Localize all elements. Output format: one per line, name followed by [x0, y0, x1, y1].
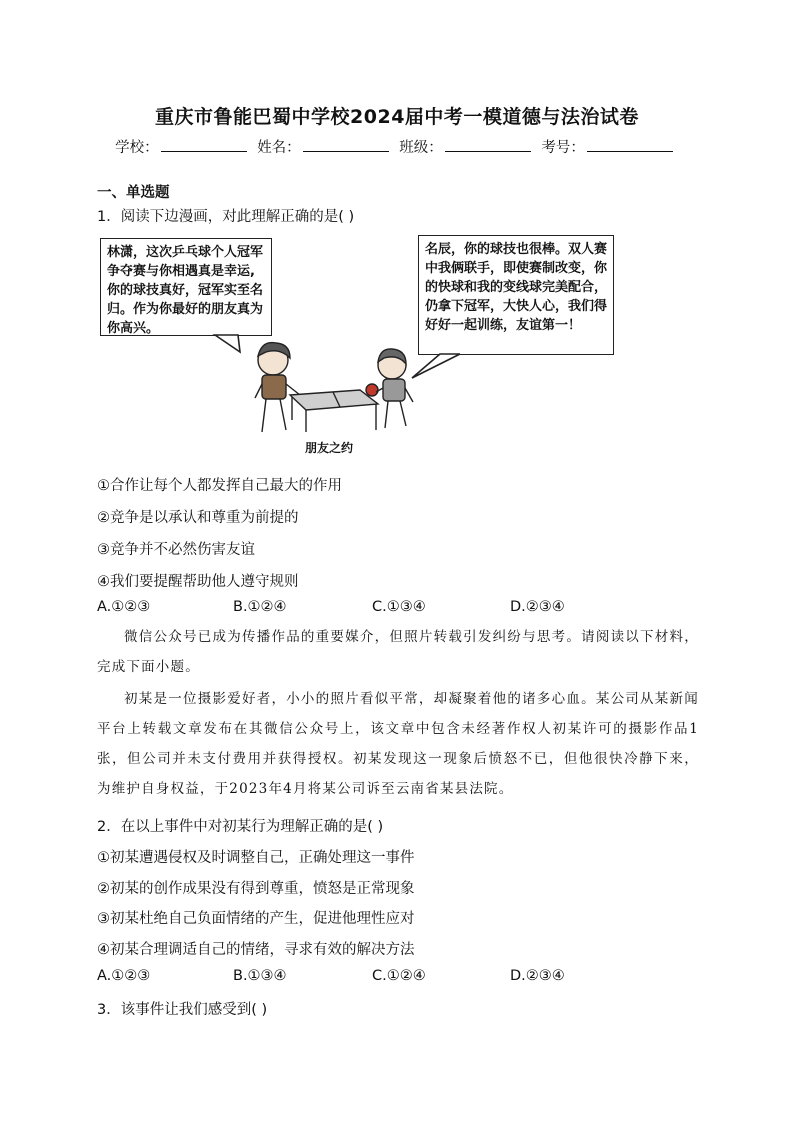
material-body: 初某是一位摄影爱好者，小小的照片看似平常，却凝聚着他的诸多心血。某公司从某新闻平台上转载文章发布在其微信公众号上，该文章中包含未经著作权人初某许可的摄影作品1张，但公司并未支付费用并获得授权。初某发现这一现象后愤怒不已，但他很快冷静下来，为维护自身权益，于2023年4月将某公司诉至云南省某县法院。 — [97, 691, 699, 797]
q1-option-c[interactable]: C.①③④ — [372, 599, 426, 615]
q1-option-a[interactable]: A.①②③ — [97, 599, 151, 615]
q1-option-d[interactable]: D.②③④ — [510, 599, 565, 615]
ping-pong-table — [290, 390, 378, 432]
exam-number-label: 考号： — [541, 140, 585, 156]
material-intro: 微信公众号已成为传播作品的重要媒介，但照片转载引发纠纷与思考。请阅读以下材料，完成下面小题。 — [97, 629, 699, 675]
bubble-tail-right — [412, 354, 460, 378]
exam-title: 重庆市鲁能巴蜀中学校2024届中考一模道德与法治试卷 — [155, 106, 639, 128]
name-label: 姓名： — [257, 140, 301, 156]
q1-statement-3: ③竞争并不必然伤害友谊 — [97, 542, 255, 558]
q1-statement-1: ①合作让每个人都发挥自己最大的作用 — [97, 478, 342, 494]
left-boy-figure — [255, 343, 300, 432]
speech-bubble-right: 名辰，你的球技也很棒。双人赛中我俩联手，即使赛制改变，你的快球和我的变线球完美配合，仍拿下冠军，大快人心，我们得好好一起训练，友谊第一！ — [418, 235, 614, 355]
q3-stem: 3．该事件让我们感受到( ) — [97, 1002, 268, 1018]
right-boy-figure — [366, 349, 413, 428]
q1-statement-2: ②竞争是以承认和尊重为前提的 — [97, 510, 299, 526]
bubble-tail-left — [215, 335, 240, 352]
q2-option-b[interactable]: B.①③④ — [233, 968, 287, 984]
section-heading: 一、单选题 — [97, 185, 170, 201]
q2-statement-4: ④初某合理调适自己的情绪，寻求有效的解决方法 — [97, 942, 415, 958]
cartoon-illustration — [0, 0, 794, 460]
school-label: 学校： — [115, 140, 159, 156]
q2-option-a[interactable]: A.①②③ — [97, 968, 151, 984]
q1-option-b[interactable]: B.①②④ — [233, 599, 287, 615]
q2-statement-2: ②初某的创作成果没有得到尊重，愤怒是正常现象 — [97, 881, 415, 897]
cartoon-caption: 朋友之约 — [305, 441, 354, 455]
q1-statement-4: ④我们要提醒帮助他人遵守规则 — [97, 574, 299, 590]
speech-bubble-left: 林潇，这次乒乓球个人冠军争夺赛与你相遇真是幸运,你的球技真好，冠军实至名归。作为你最好的朋友真为你高兴。 — [100, 238, 272, 336]
q1-stem: 1．阅读下边漫画，对此理解正确的是( ) — [97, 209, 355, 225]
q2-option-c[interactable]: C.①②④ — [372, 968, 426, 984]
q2-statement-1: ①初某遭遇侵权及时调整自己，正确处理这一事件 — [97, 850, 415, 866]
q2-option-d[interactable]: D.②③④ — [510, 968, 565, 984]
q2-stem: 2．在以上事件中对初某行为理解正确的是( ) — [97, 819, 384, 835]
q2-statement-3: ③初某杜绝自己负面情绪的产生，促进他理性应对 — [97, 911, 415, 927]
class-label: 班级： — [399, 140, 443, 156]
